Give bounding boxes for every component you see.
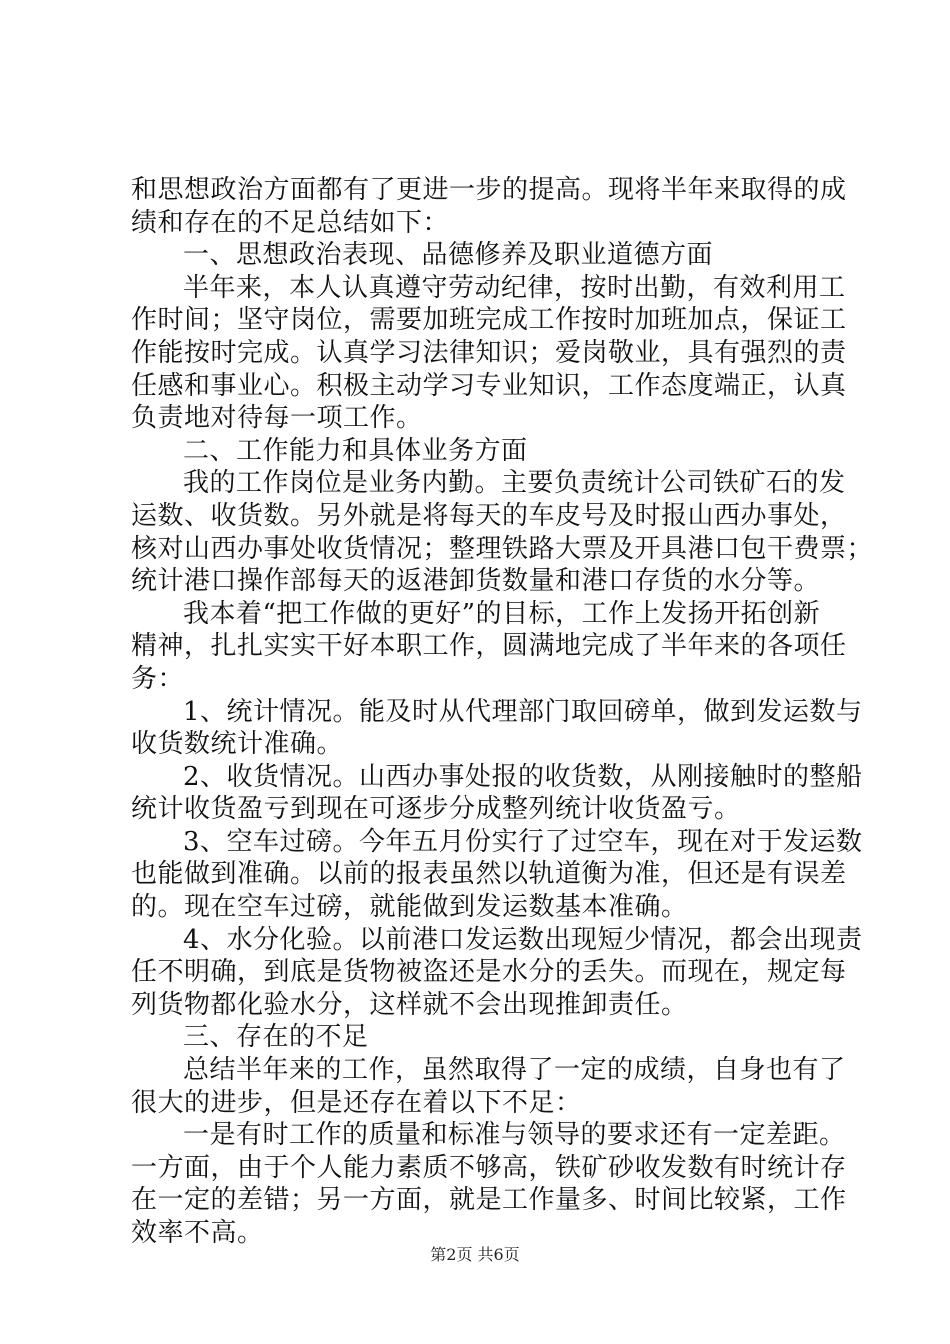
text-line: 效率不高。 [131,1218,264,1248]
text-line: 我本着“把工作做的更好”的目标，工作上发扬开拓创新 [183,598,821,629]
text-line: 核对山西办事处收货情况；整理铁路大票及开具港口包干费票； [131,533,874,564]
text-line: 收货数统计准确。 [131,729,344,760]
text-line: 绩和存在的不足总结如下： [131,207,450,238]
text-line: 统计港口操作部每天的返港卸货数量和港口存货的水分等。 [131,566,821,597]
section-heading: 二、工作能力和具体业务方面 [183,435,528,466]
list-item: 2、收货情况。山西办事处报的收货数，从刚接触时的整船 [183,761,863,792]
text-line: 一方面，由于个人能力素质不够高，铁矿砂收发数有时统计存 [131,1152,847,1183]
text-line: 作时间；坚守岗位，需要加班完成工作按时加班加点，保证工 [131,305,847,336]
page-footer [0,1242,950,1265]
list-item: 4、水分化验。以前港口发运数出现短少情况，都会出现责 [183,924,863,955]
text-line: 也能做到准确。以前的报表虽然以轨道衡为准，但还是有误差 [131,859,847,890]
text-line: 列货物都化验水分，这样就不会出现推卸责任。 [131,989,688,1020]
text-line: 很大的进步，但是还存在着以下不足： [131,1087,582,1118]
text-line: 任不明确，到底是货物被盗还是水分的丢失。而现在，规定每 [131,957,847,988]
section-heading: 一、思想政治表现、品德修养及职业道德方面 [183,240,714,271]
text-line: 在一定的差错；另一方面，就是工作量多、时间比较紧，工作 [131,1185,847,1216]
text-line: 务： [131,663,185,694]
text-line: 我的工作岗位是业务内勤。主要负责统计公司铁矿石的发 [183,468,846,499]
text-line: 半年来，本人认真遵守劳动纪律，按时出勤，有效利用工 [183,272,846,303]
section-heading: 三、存在的不足 [183,1022,369,1053]
document-body [131,174,874,1250]
text-line: 总结半年来的工作，虽然取得了一定的成绩，自身也有了 [183,1055,846,1086]
list-item: 3、空车过磅。今年五月份实行了过空车，现在对于发运数 [183,826,863,857]
text-line: 的。现在空车过磅，就能做到发运数基本准确。 [131,892,688,923]
text-line: 统计收货盈亏到现在可逐步分成整列统计收货盈亏。 [131,794,741,825]
text-line: 任感和事业心。积极主动学习专业知识，工作态度端正，认真 [131,370,847,401]
text-line: 精神，扎扎实实干好本职工作，圆满地完成了半年来的各项任 [131,631,847,662]
text-line: 和思想政治方面都有了更进一步的提高。现将半年来取得的成 [131,175,847,205]
text-line: 负责地对待每一项工作。 [131,403,423,434]
page-indicator: 第2页 共6页 [430,1245,520,1264]
text-line: 运数、收货数。另外就是将每天的车皮号及时报山西办事处， [131,500,847,531]
text-line: 一是有时工作的质量和标准与领导的要求还有一定差距。 [183,1120,846,1151]
text-line: 作能按时完成。认真学习法律知识；爱岗敬业，具有强烈的责 [131,337,847,368]
list-item: 1、统计情况。能及时从代理部门取回磅单，做到发运数与 [183,696,863,727]
